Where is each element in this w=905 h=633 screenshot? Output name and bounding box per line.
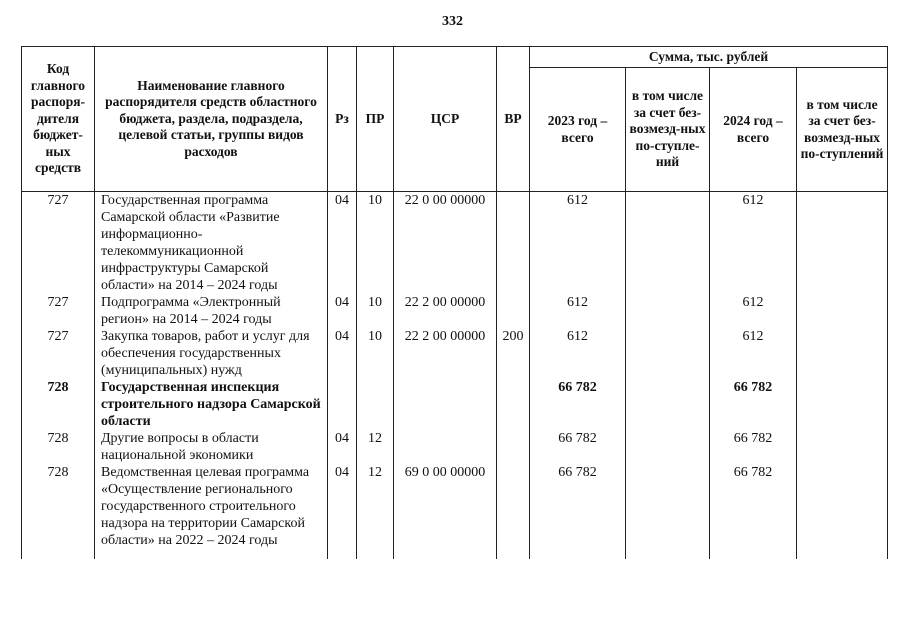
header-code: Код главного распоря-дителя бюджет-ных средств [22, 47, 95, 192]
cell-pr: 10 [357, 294, 394, 328]
cell-name: Подпрограмма «Электронный регион» на 2014 – 2024 годы [95, 294, 328, 328]
cell-pr: 10 [357, 192, 394, 295]
cell-rz: 04 [328, 294, 357, 328]
table-row [22, 294, 888, 328]
cell-pr: 10 [357, 328, 394, 379]
cell-rz [328, 379, 357, 430]
cell-2024-grants [797, 430, 888, 464]
header-rz: Рз [328, 47, 357, 192]
cell-csr [394, 379, 497, 430]
table-row [22, 328, 888, 379]
cell-2024-total: 66 782 [710, 379, 797, 430]
cell-2024-grants [797, 328, 888, 379]
cell-2023-grants [626, 464, 710, 559]
cell-2023-grants [626, 379, 710, 430]
cell-rz: 04 [328, 464, 357, 559]
cell-csr [394, 430, 497, 464]
cell-2024-total: 66 782 [710, 464, 797, 559]
table-row [22, 379, 888, 430]
cell-2024-grants [797, 192, 888, 295]
cell-2023-grants [626, 192, 710, 295]
header-pr: ПР [357, 47, 394, 192]
cell-code: 728 [22, 430, 95, 464]
cell-2024-grants [797, 294, 888, 328]
cell-2024-total: 612 [710, 294, 797, 328]
cell-2023-total: 66 782 [530, 430, 626, 464]
cell-2023-grants [626, 294, 710, 328]
cell-code: 728 [22, 464, 95, 559]
cell-pr [357, 379, 394, 430]
cell-2024-grants [797, 379, 888, 430]
cell-vr [497, 379, 530, 430]
cell-2023-total: 66 782 [530, 379, 626, 430]
cell-csr: 69 0 00 00000 [394, 464, 497, 559]
cell-vr [497, 192, 530, 295]
cell-2024-grants [797, 464, 888, 559]
cell-2023-total: 612 [530, 294, 626, 328]
header-2023-grants: в том числе за счет без-возмезд-ных по-ступле-ний [626, 68, 710, 192]
cell-2023-total: 66 782 [530, 464, 626, 559]
cell-code: 727 [22, 328, 95, 379]
budget-table [21, 46, 888, 559]
table-header [22, 47, 888, 192]
cell-2024-total: 66 782 [710, 430, 797, 464]
header-vr: ВР [497, 47, 530, 192]
cell-vr [497, 294, 530, 328]
cell-2024-total: 612 [710, 328, 797, 379]
header-2024-grants: в том числе за счет без-возмезд-ных по-ступлений [797, 68, 888, 192]
header-2023-total: 2023 год – всего [530, 68, 626, 192]
cell-rz: 04 [328, 192, 357, 295]
cell-rz: 04 [328, 430, 357, 464]
cell-2023-grants [626, 328, 710, 379]
cell-code: 728 [22, 379, 95, 430]
cell-csr: 22 0 00 00000 [394, 192, 497, 295]
cell-pr: 12 [357, 430, 394, 464]
cell-2023-total: 612 [530, 328, 626, 379]
cell-2023-grants [626, 430, 710, 464]
cell-rz: 04 [328, 328, 357, 379]
cell-csr: 22 2 00 00000 [394, 294, 497, 328]
cell-vr: 200 [497, 328, 530, 379]
cell-name: Государственная инспекция строительного надзора Самарской области [95, 379, 328, 430]
cell-code: 727 [22, 294, 95, 328]
cell-code: 727 [22, 192, 95, 295]
cell-name: Закупка товаров, работ и услуг для обеспечения государственных (муниципальных) нужд [95, 328, 328, 379]
cell-vr [497, 430, 530, 464]
cell-2024-total: 612 [710, 192, 797, 295]
cell-pr: 12 [357, 464, 394, 559]
cell-name: Ведомственная целевая программа «Осуществление регионального государственного строительного надзора на территории Самарской области» на 2022 – 2024 годы [95, 464, 328, 559]
cell-name: Государственная программа Самарской области «Развитие информационно-телекоммуникационной инфраструктуры Самарской области» на 2014 – 2024 годы [95, 192, 328, 295]
header-csr: ЦСР [394, 47, 497, 192]
header-name: Наименование главного распорядителя средств областного бюджета, раздела, подраздела, целевой статьи, группы видов расходов [95, 47, 328, 192]
table-row [22, 192, 888, 295]
table-row [22, 430, 888, 464]
header-sum-group: Сумма, тыс. рублей [530, 47, 888, 68]
cell-vr [497, 464, 530, 559]
cell-2023-total: 612 [530, 192, 626, 295]
cell-name: Другие вопросы в области национальной экономики [95, 430, 328, 464]
cell-csr: 22 2 00 00000 [394, 328, 497, 379]
table-row [22, 464, 888, 559]
page-number: 332 [442, 14, 463, 29]
header-2024-total: 2024 год – всего [710, 68, 797, 192]
